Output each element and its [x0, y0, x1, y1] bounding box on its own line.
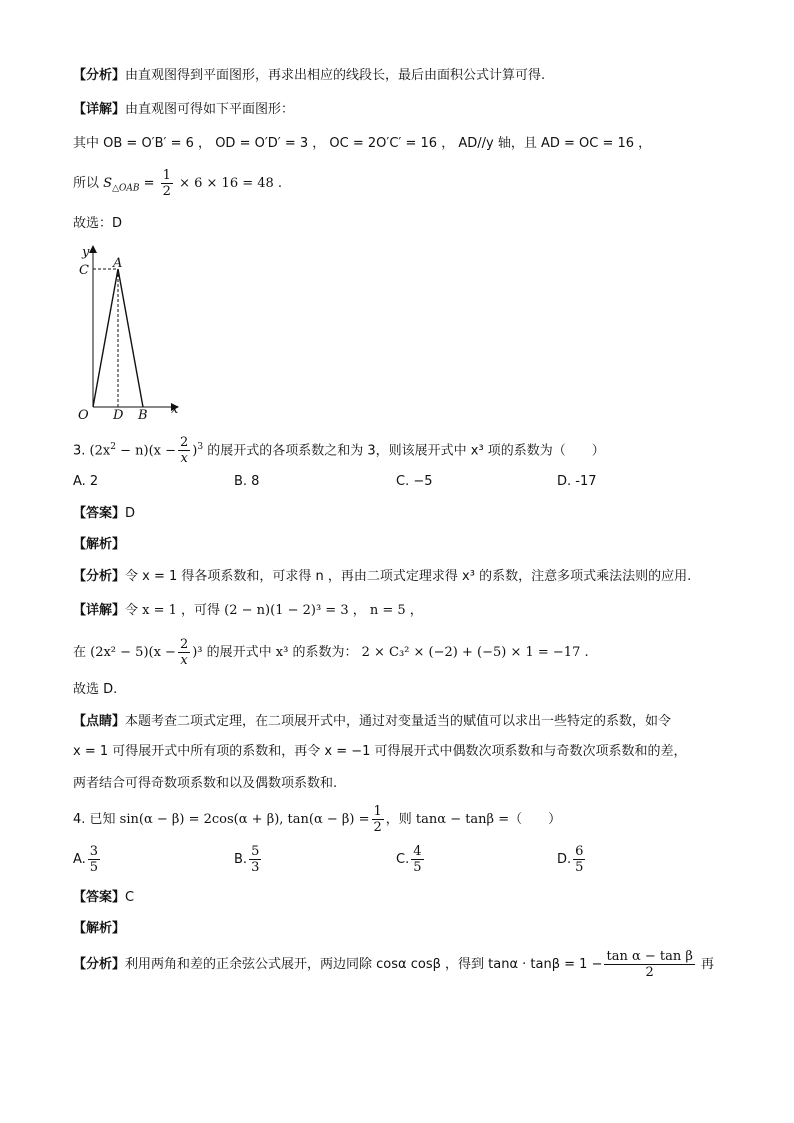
area-symbol: S	[103, 176, 113, 191]
question-number: 4.	[73, 812, 86, 827]
remark-line-2: x = 1 可得展开式中所有项的系数和，再令 x = −1 可得展开式中偶数次项系数和与奇数次项系数和的差，	[73, 744, 687, 759]
option-a: A. 2	[73, 474, 99, 489]
coefficient-line: 在 (2x² − 5)(x − $\frac{2}{x}$ )³ 的展开式中 x³ 的系数为： 2 × C₃² × (−2) + (−5) × 1 = −17 .	[73, 637, 589, 668]
option-d: D. $\frac{6}{5}$	[557, 844, 584, 875]
label-x: x	[171, 402, 179, 417]
option-c: C. $\frac{4}{5}$	[396, 844, 422, 875]
option-a: A. $\frac{3}{5}$	[73, 844, 99, 875]
remark-line	[73, 712, 671, 732]
label-c: C	[79, 263, 89, 278]
analysis-tag: 【分析】	[73, 68, 126, 83]
fraction-half: $\frac{1}{2}$	[162, 168, 171, 199]
area-formula-line	[73, 168, 282, 204]
label-o: O	[78, 408, 89, 421]
question-number: 3.	[73, 443, 86, 459]
option-b: B. $\frac{5}{3}$	[234, 844, 260, 875]
remark-text: 本题考查二项式定理，在二项展开式中，通过对变量适当的赋值可以求出一些特定的系数，如令	[125, 714, 672, 729]
remark-line-3: 两者结合可得奇数项系数和以及偶数项系数和.	[73, 776, 338, 791]
analysis-text: 令 x = 1 得各项系数和，可求得 n ，再由二项式定理求得 x³ 的系数，注意多项式乘法法则的应用.	[125, 569, 692, 584]
answer-tag: 【答案】	[73, 506, 126, 521]
answer-select: 故选：D	[73, 216, 123, 231]
analysis-line	[73, 66, 545, 86]
side-ab	[118, 269, 143, 407]
answer-tag: 【答案】	[73, 890, 126, 905]
segment-lengths-line: 其中 OB = O′B′ = 6 ， OD = O′D′ = 3 ， OC = 2O′C′ = 16 ， AD//y 轴，且 AD = OC = 16 ，	[73, 136, 652, 151]
fraction-2-over-x: $\frac{2}{x}$	[179, 637, 189, 668]
remark-tag: 【点睛】	[73, 714, 126, 729]
question-4-stem: 4. 已知 sin(α − β) = 2cos(α + β), tan(α − β) = $\frac{1}{2}$ ，则 tanα − tanβ =（ ）	[73, 804, 562, 835]
analysis-text: 由直观图得到平面图形，再求出相应的线段长，最后由面积公式计算可得.	[125, 68, 546, 83]
detail-text: 由直观图可得如下平面图形：	[125, 102, 295, 117]
detail-tag: 【详解】	[73, 603, 126, 618]
analysis-line	[73, 567, 691, 587]
option-c: C. −5	[396, 474, 433, 489]
solution-tag: 【解析】	[73, 537, 126, 552]
option-d: D. -17	[557, 474, 597, 489]
detail-line	[73, 100, 294, 120]
question-3-stem: 3. $(2x^2 - n)(x$ − $\frac{2}{x}$ )$^3$ 的展开式的各项系数之和为 3，则该展开式中 x³ 项的系数为（ ）	[73, 435, 605, 467]
analysis-tag: 【分析】	[73, 957, 126, 972]
fraction-half: $\frac{1}{2}$	[373, 804, 382, 835]
label-a: A	[113, 256, 123, 271]
side-oa	[93, 269, 118, 407]
answer-value: C	[125, 890, 135, 905]
option-b: B. 8	[234, 474, 260, 489]
expr-part: (2x	[89, 443, 111, 459]
analysis-line: 【分析】利用两角和差的正余弦公式展开，两边同除 cosα cosβ ，得到 tanα · tanβ = 1 − $\frac{\text{tan α − tan β}}{2}$ 再	[73, 949, 715, 980]
fraction-tan: $\frac{\text{tan α − tan β}}{2}$	[606, 949, 693, 980]
answer-value: D	[125, 506, 136, 521]
detail-text: 令 x = 1 ，可得 (2 − n)(1 − 2)³ = 3 ， n = 5 ，	[125, 603, 423, 618]
area-equals: =	[143, 176, 155, 191]
label-y: y	[82, 245, 90, 260]
solution-tag: 【解析】	[73, 921, 126, 936]
analysis-tag: 【分析】	[73, 569, 126, 584]
answer-line	[73, 888, 134, 908]
label-d: D	[113, 408, 124, 421]
area-subscript: △OAB	[112, 183, 140, 194]
area-result: × 6 × 16 = 48 .	[179, 176, 283, 191]
area-prefix: 所以	[73, 176, 100, 191]
question-text: 的展开式的各项系数之和为 3，则该展开式中 x³ 项的系数为（ ）	[203, 443, 605, 459]
answer-line	[73, 504, 135, 524]
answer-select: 故选 D.	[73, 682, 118, 697]
detail-line	[73, 601, 423, 621]
detail-tag: 【详解】	[73, 102, 126, 117]
label-b: B	[138, 408, 148, 421]
analysis-text: 利用两角和差的正余弦公式展开，两边同除 cosα cosβ ，得到 tanα · tanβ = 1 −	[125, 957, 603, 972]
fraction-2-over-x: $\frac{2}{x}$	[180, 435, 189, 467]
triangle-figure	[73, 243, 193, 421]
